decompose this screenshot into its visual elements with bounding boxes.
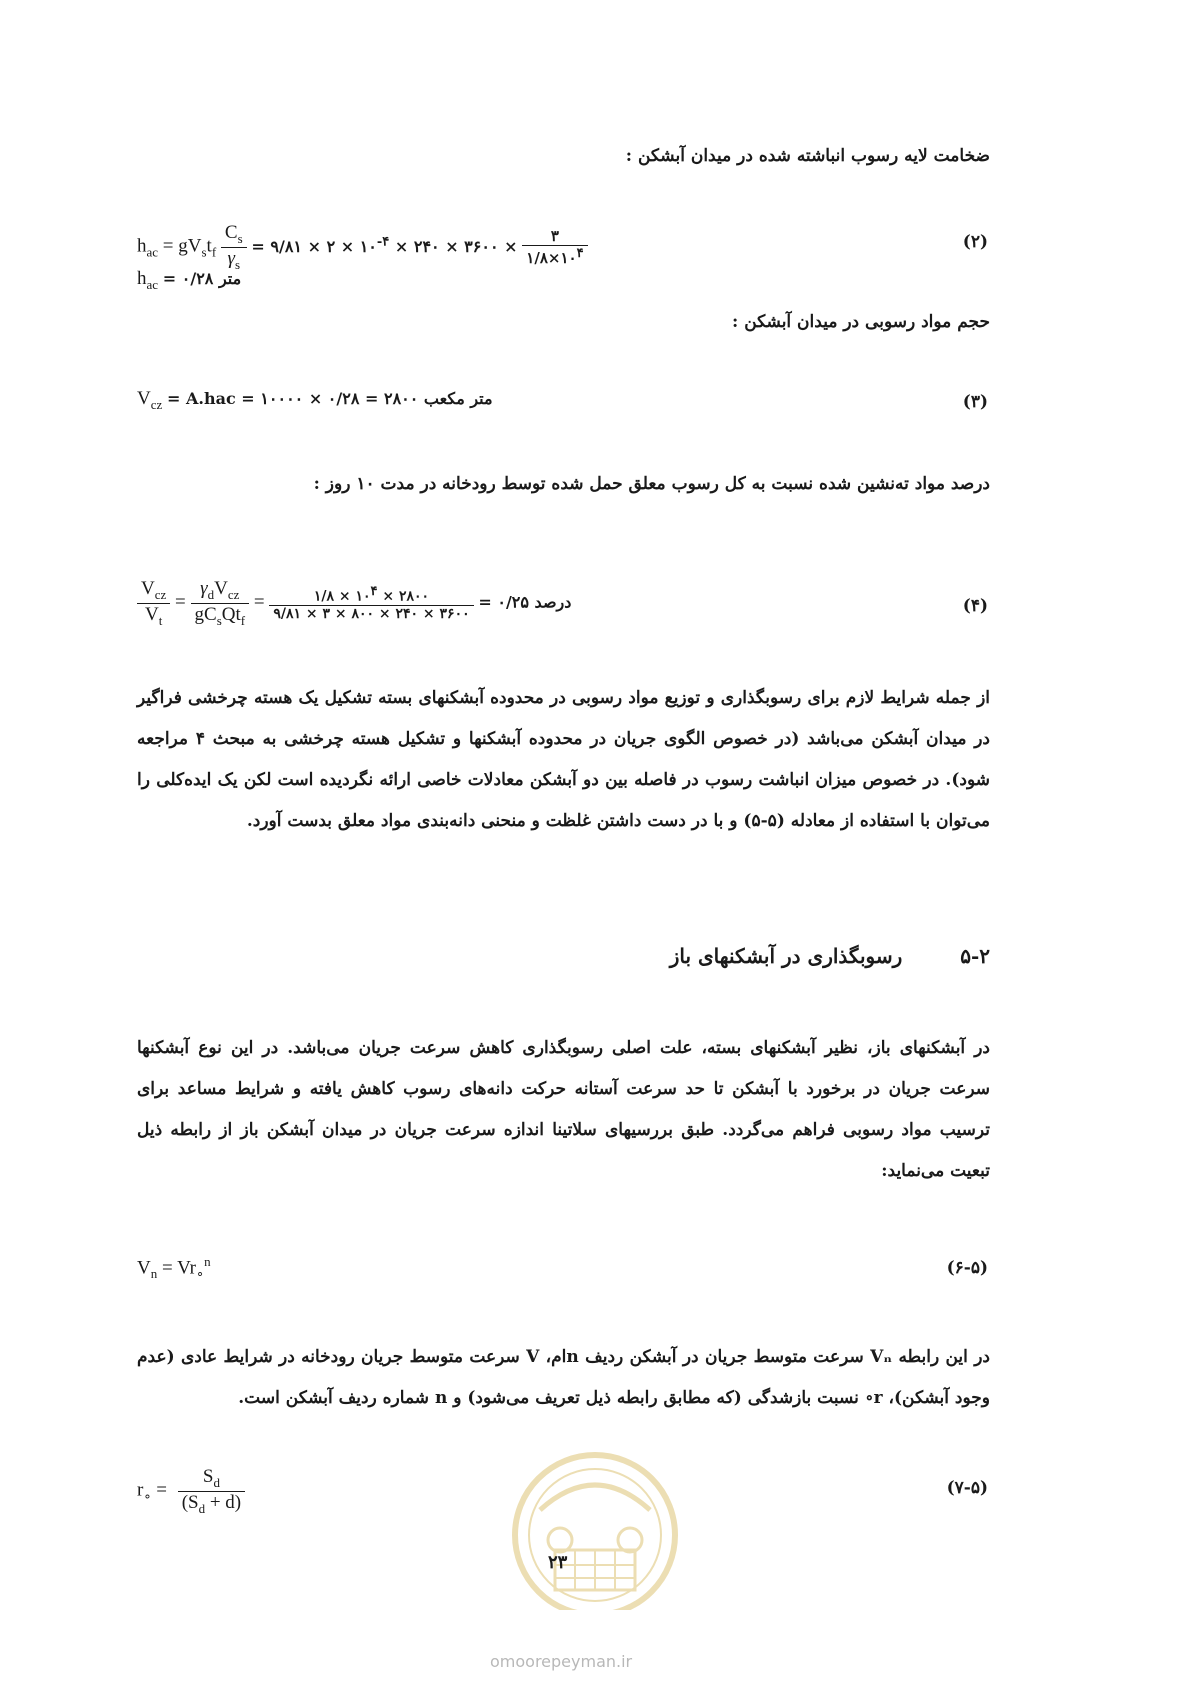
heading-number: ۵-۲ <box>960 944 990 968</box>
paragraph-variables: در این رابطه Vₙ سرعت متوسط جریان در آبشکن ردیف nام، V سرعت متوسط جریان رودخانه در شرایط عادی (عدم وجود آبشکن)، r∘ نسبت بازشدگی (که مطابق رابطه ذیل تعریف می‌شود) و n شماره ردیف آبشکن است. <box>137 1347 990 1408</box>
watermark-site: omoorepeyman.ir <box>490 1652 633 1671</box>
paragraph-open-groynes: در آبشکنهای باز، نظیر آبشکنهای بسته، علت اصلی رسوبگذاری کاهش سرعت جریان می‌باشد. در این نوع آبشکنها سرعت جریان در برخورد با آبشکن تا حد سرعت آستانه حرکت دانه‌های رسوب کاهش یافته و شرایط مساعد برای ترسیب مواد رسوبی فراهم می‌گردد. طبق بررسیهای سلاتینا اندازه سرعت جریان در میدان آبشکن باز از رابطه ذیل تبعیت می‌نماید: <box>137 1038 990 1181</box>
equation-3: $V_{cz} = A.hac$ = ۱۰۰۰۰ × ۰/۲۸ = ۲۸۰۰ متر مکعب <box>137 388 493 412</box>
section-heading <box>670 944 990 968</box>
equation-6-5: $V_n = Vr_\circ^n$ <box>137 1254 211 1282</box>
page-number: ۲۳ <box>548 1552 568 1573</box>
intro-thickness: ضخامت لایه رسوب انباشته شده در میدان آبشکن : <box>625 146 990 166</box>
equation-4: $\frac{V_{cz}}{V_t}$ = $\frac{\gamma_dV_{cz}}{gC_sQt_f}$ = $\frac{۱/۸ \times ۱۰^۴ \times ۲۸۰۰}{۹/۸۱ \times ۳ \times ۸۰۰ \times ۲۴۰ \times ۳۶۰۰}$ = ۰/۲۵ درصد <box>137 578 571 629</box>
equation-7-5: $r_\circ$ = $\frac{S_d}{(S_d + d)}$ <box>137 1466 245 1517</box>
equation-6-5-number: (۶-۵) <box>946 1258 988 1278</box>
intro-percent: درصد مواد ته‌نشین شده نسبت به کل رسوب معلق حمل شده توسط رودخانه در مدت ۱۰ روز : <box>313 474 990 494</box>
paragraph-closed-groynes: از جمله شرایط لازم برای رسوبگذاری و توزیع مواد رسوبی در محدوده آبشکنهای بسته تشکیل یک هسته چرخشی فراگیر در میدان آبشکن می‌باشد (در خصوص الگوی جریان در محدوده آبشکنها و تشکیل هسته چرخشی به مبحث ۴ مراجعه شود). در خصوص میزان انباشت رسوب در فاصله بین دو آبشکن معادلات خاصی ارائه نگردیده است لکن یک ایده‌کلی را می‌توان با استفاده از معادله (۵-۵) و با در دست داشتن غلظت و منحنی دانه‌بندی مواد معلق بدست آورد. <box>137 688 991 831</box>
equation-2-number: (۲) <box>962 232 988 252</box>
equation-4-number: (۴) <box>962 596 988 616</box>
watermark-logo <box>480 1440 710 1610</box>
equation-2-result: $h_{ac}$ = ۰/۲۸ متر <box>137 268 242 292</box>
equation-7-5-number: (۷-۵) <box>946 1478 988 1498</box>
equation-3-number: (۳) <box>962 392 988 412</box>
heading-title: رسوبگذاری در آبشکنهای باز <box>669 944 903 968</box>
equation-2: $h_{ac} = gV_st_f$ $\frac{C_s}{\gamma_s}$ = ۹/۸۱ × ۲ × $۱۰^{-۴}$ × ۲۴۰ × ۳۶۰۰ × $\frac{۳}{۱/۸\times ۱۰^۴}$ <box>137 222 588 273</box>
intro-volume: حجم مواد رسوبی در میدان آبشکن : <box>732 312 990 332</box>
